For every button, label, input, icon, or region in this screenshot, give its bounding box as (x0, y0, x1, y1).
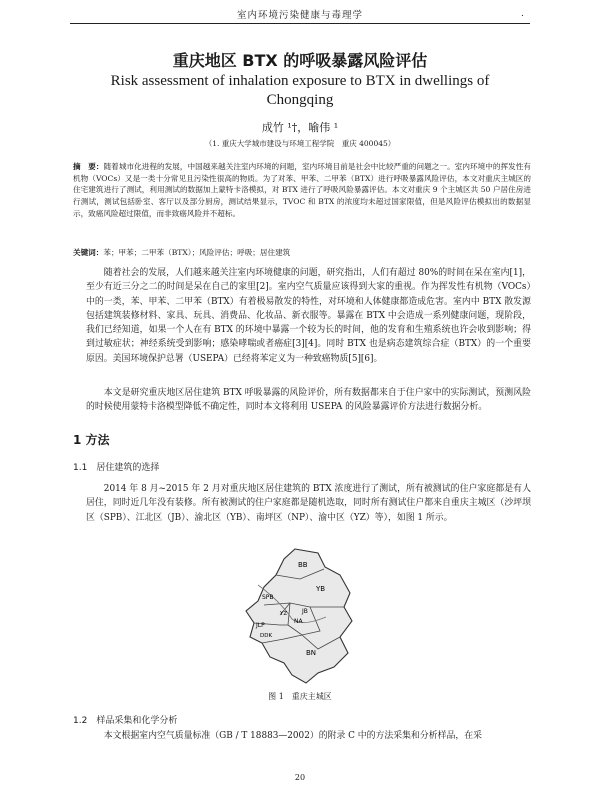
paragraph-text: 本文是研究重庆地区居住建筑 BTX 呼吸暴露的风险评价，所有数据都来自于住户家中的实际测试，预测风险的时候使用蒙特卡洛模型降低不确定性，同时本文将利用 USEPA 的风险暴露评价方法进行数据分析。 (86, 388, 531, 413)
figure-caption: 图 1 重庆主城区 (268, 692, 332, 701)
intro-paragraph-1 (86, 266, 531, 366)
map-label: BN (306, 649, 317, 657)
header-mark: . (521, 9, 524, 19)
title-english: Risk assessment of inhalation exposure to BTX in dwellings of Chongqing (110, 73, 490, 108)
map-label: YB (316, 585, 326, 593)
page-number: 20 (294, 773, 306, 782)
section-heading-methods: 1 方法 (73, 433, 110, 447)
map-label: DDK (260, 633, 273, 639)
abstract (73, 161, 531, 220)
map-label: YZ (280, 611, 288, 617)
paragraph-text: 2014 年 8 月~2015 年 2 月对重庆地区居住建筑的 BTX 浓度进行了测试，所有被测试的住户家庭都是有人居住，同时近几年没有装修。所有被测试的住户家庭都是随机选取，同时所有测试住户都来自重庆主城区（沙坪坝区（SPB）、江北区（JB）、渝北区（YB）、南坪区（NP）、渝中区（YZ）等），如图 1 所示。 (86, 484, 531, 523)
header-rule (70, 23, 530, 24)
authors: 成竹 ¹†，喻伟 ¹ (261, 121, 339, 134)
map-outline (246, 549, 352, 683)
intro-paragraph-2 (86, 386, 531, 415)
running-header: 室内环境污染健康与毒理学 (236, 10, 363, 21)
affiliation: （1. 重庆大学城市建设与环境工程学院 重庆 400045） (204, 139, 396, 148)
methods-paragraph-2 (86, 729, 531, 743)
chongqing-district-map (240, 545, 365, 685)
map-label: JB (302, 608, 308, 615)
abstract-text: 随着城市化进程的发展，中国越来越关注室内环境的问题，室内环境目前是社会中比较严重的问题之一。室内环境中的挥发性有机物（VOCs）又是一类十分常见且污染性很高的物质。为了对苯、甲苯、二甲苯（BTX）进行呼吸暴露风险评估，本文对重庆主城区的住宅建筑进行了测试，利用测试的数据加上蒙特卡洛模拟，对 BTX 进行了呼吸风险暴露评估。本文对重庆 9 个主城区共 50 户居住房进行测试，测试包括卧室、客厅以及部分厨房，测试结果显示，TVOC 和 BTX 的浓度均未超过国家限值，但是风险评估模拟出的数据显示，致癌风险超过限值，而非致癌风险并不超标。 (73, 162, 532, 218)
paragraph-text: 随着社会的发展，人们越来越关注室内环境健康的问题，研究指出，人们有超过 80%的时间在呆在室内[1]，至少有近三分之二的时间是呆在自己的家里[2]。室内空气质量应该得到大家的重视。作为挥发性有机物（VOCs）中的一类，苯、甲苯、二甲苯（BTX）有着极易散发的特性，对环境和人体健康都造成危害。室内中 BTX 散发源包括建筑装修材料、家具、玩具、消费品、化妆品、新衣服等。暴露在 BTX 中会造成一系列健康问题，现阶段，我们已经知道，如果一个人在有 BTX 的环境中暴露一个较为长的时间，他的发育和生殖系统也许会收到影响；得到过敏症状；神经系统受到影响；感染哮喘或者癌症[3][4]。同时 BTX 也是病态建筑综合症（BTX）的一个重要原因。美国环境保护总署（USEPA）已经将苯定义为一种致癌物质[5][6]。 (86, 268, 531, 364)
subsection-heading-1-2: 1.2 样品采集和化学分析 (73, 716, 178, 726)
title-chinese: 重庆地区 BTX 的呼吸暴露风险评估 (172, 51, 428, 70)
keywords (73, 247, 531, 258)
paragraph-text: 本文根据室内空气质量标准（GB / T 18883—2002）的附录 C 中的方法采集和分析样品，在采 (103, 731, 483, 741)
abstract-label: 摘 要： (73, 162, 104, 171)
map-label: SPB (262, 594, 274, 601)
subsection-heading-1-1: 1.1 居住建筑的选择 (73, 463, 160, 473)
map-label: JLP (256, 622, 265, 629)
methods-paragraph-1 (86, 482, 531, 525)
keywords-text: 苯；甲苯；二甲苯（BTX）；风险评估；呼吸；居住建筑 (103, 248, 291, 257)
map-label: NA (294, 618, 303, 625)
keywords-label: 关键词： (73, 248, 104, 257)
map-label: BB (298, 561, 308, 569)
